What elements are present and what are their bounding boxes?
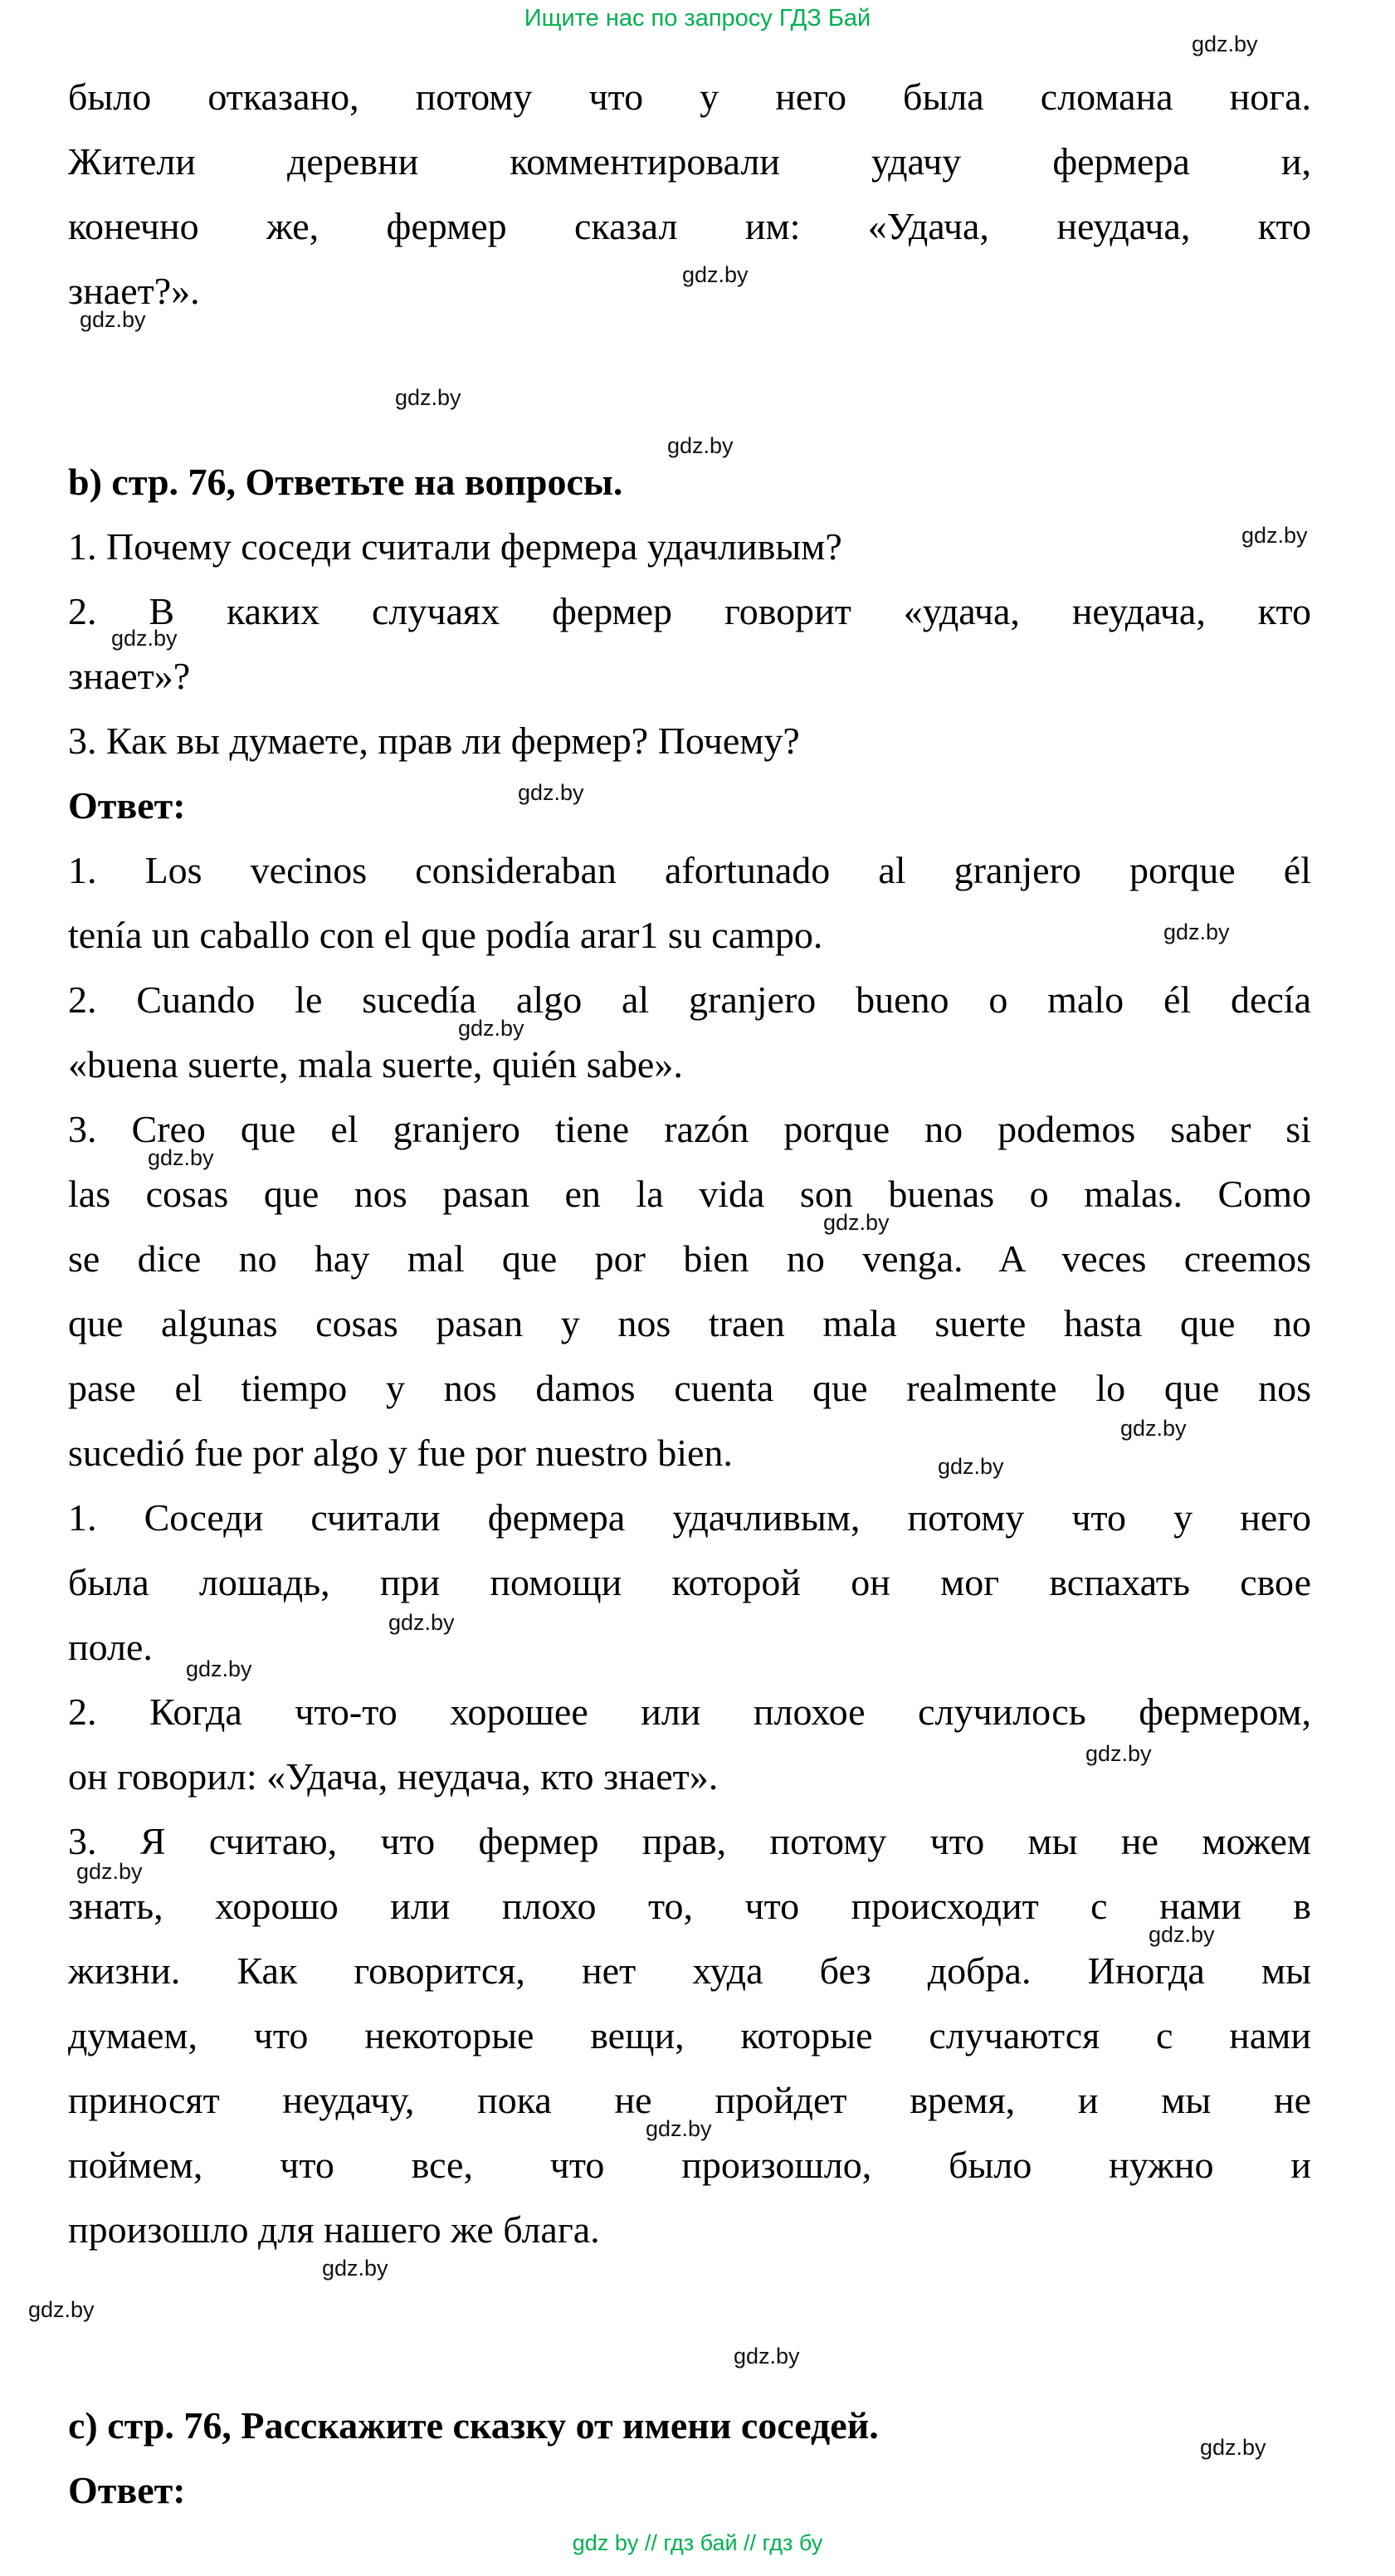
text-line: произошло для нашего же блага.: [68, 2208, 600, 2251]
gdz-watermark: gdz.by: [1120, 1416, 1187, 1441]
gdz-watermark: gdz.by: [395, 385, 461, 410]
gdz-watermark: gdz.by: [938, 1454, 1004, 1479]
gdz-watermark: gdz.by: [1085, 1741, 1152, 1766]
text-line: он говорил: «Удача, неудача, кто знает».: [68, 1755, 719, 1798]
text-line: поле.: [68, 1626, 153, 1668]
question-3: [68, 709, 1311, 773]
gdz-watermark: gdz.by: [148, 1145, 214, 1170]
gdz-watermark: gdz.by: [518, 780, 584, 805]
text-line: las cosas que nos pasan en la vida son buenas o malas. Como: [68, 1173, 1311, 1215]
text-line: знает?».: [68, 270, 200, 312]
text-line: pase el tiempo y nos damos cuenta que realmente lo que nos: [68, 1367, 1311, 1409]
text-line: «buena suerte, mala suerte, quién sabe».: [68, 1043, 683, 1086]
gdz-watermark: gdz.by: [1200, 2435, 1266, 2460]
gdz-watermark: gdz.by: [646, 2116, 712, 2141]
text-line: Жители деревни комментировали удачу фермера и,: [68, 140, 1311, 183]
gdz-watermark: gdz.by: [682, 262, 749, 287]
text-line: 2. Cuando le sucedía algo al granjero bueno o malo él decía: [68, 978, 1311, 1021]
answer-ru-1: [68, 1486, 1311, 1680]
question-1: [68, 515, 1311, 579]
answer-label-c: Ответ:: [68, 2469, 186, 2511]
footer-links: gdz by // гдз бай // гдз бу: [572, 2530, 823, 2555]
gdz-watermark: gdz.by: [823, 1210, 890, 1235]
text-line: знать, хорошо или плохо то, что происходит с нами в: [68, 1885, 1311, 1927]
gdz-watermark: gdz.by: [322, 2256, 388, 2281]
text-line: tenía un caballo con el que podía arar1 su campo.: [68, 914, 823, 956]
text-line: 1. Los vecinos consideraban afortunado al granjero porque él: [68, 849, 1311, 891]
text-line: 2. Когда что-то хорошее или плохое случилось фермером,: [68, 1690, 1311, 1733]
answer-label-b: Ответ:: [68, 784, 186, 827]
text-line: sucedió fue por algo y fue por nuestro bien.: [68, 1432, 733, 1474]
gdz-watermark: gdz.by: [76, 1859, 143, 1884]
gdz-watermark: gdz.by: [80, 307, 146, 332]
text-line: была лошадь, при помощи которой он мог вспахать свое: [68, 1561, 1311, 1603]
text-line: думаем, что некоторые вещи, которые случаются с нами: [68, 2014, 1311, 2056]
text-line: жизни. Как говорится, нет худа без добра. Иногда мы: [68, 1949, 1311, 1992]
gdz-watermark: gdz.by: [458, 1016, 524, 1041]
gdz-watermark: gdz.by: [388, 1610, 455, 1635]
text-line: приносят неудачу, пока не пройдет время, и мы не: [68, 2079, 1311, 2121]
answer-es-1: [68, 838, 1311, 968]
gdz-watermark: gdz.by: [1149, 1922, 1215, 1947]
text-line: поймем, что все, что произошло, было нужно и: [68, 2144, 1311, 2186]
gdz-watermark: gdz.by: [1163, 920, 1230, 944]
text-line: 1. Соседи считали фермера удачливым, потому что у него: [68, 1496, 1311, 1539]
gdz-watermark: gdz.by: [186, 1656, 252, 1681]
gdz-watermark: gdz.by: [1241, 523, 1308, 548]
gdz-watermark: gdz.by: [667, 433, 734, 458]
text-line: que algunas cosas pasan y nos traen mala suerte hasta que no: [68, 1302, 1311, 1344]
text-line: 3. Я считаю, что фермер прав, потому что мы не можем: [68, 1820, 1311, 1862]
text-line: se dice no hay mal que por bien no venga. A veces creemos: [68, 1237, 1311, 1280]
section-c-heading: c) стр. 76, Расскажите сказку от имени соседей.: [68, 2404, 879, 2447]
text-line: 2. В каких случаях фермер говорит «удача, неудача, кто: [68, 590, 1311, 632]
header-banner: Ищите нас по запросу ГДЗ Бай: [524, 5, 871, 32]
gdz-watermark: gdz.by: [734, 2344, 800, 2369]
gdz-watermark: gdz.by: [111, 626, 178, 651]
text-line: знает»?: [68, 655, 191, 697]
answer-ru-3: [68, 1809, 1311, 2262]
gdz-watermark: gdz.by: [1192, 32, 1258, 56]
text-line: 3. Creo que el granjero tiene razón porque no podemos saber si: [68, 1108, 1311, 1150]
question-2: [68, 579, 1311, 709]
section-b-heading: b) стр. 76, Ответьте на вопросы.: [68, 461, 623, 503]
text-line: 1. Почему соседи считали фермера удачливым?: [68, 525, 842, 568]
text-line: конечно же, фермер сказал им: «Удача, неудача, кто: [68, 205, 1311, 247]
text-line: 3. Как вы думаете, прав ли фермер? Почему?: [68, 720, 800, 762]
gdz-watermark: gdz.by: [28, 2297, 95, 2322]
answer-es-2: [68, 968, 1311, 1097]
text-line: было отказано, потому что у него была сломана нога.: [68, 76, 1311, 118]
